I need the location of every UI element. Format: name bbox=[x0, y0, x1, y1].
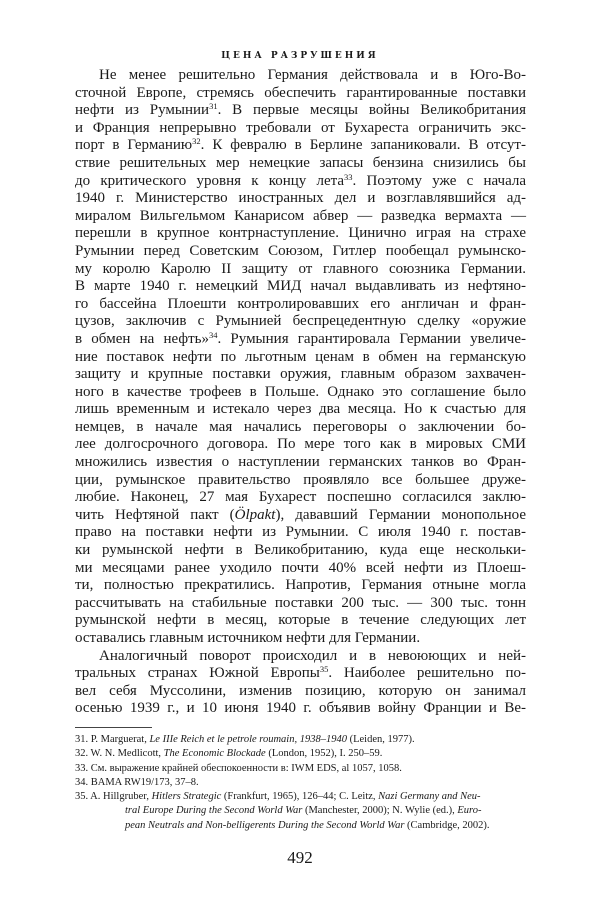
text-run: (Frankfurt, 1965), 126–44; C. Leitz, bbox=[221, 791, 379, 803]
footnote bbox=[75, 776, 530, 790]
text-line bbox=[75, 190, 526, 208]
text-line bbox=[75, 366, 526, 384]
text-run: лишь временным и истекало через два месяца. Но к счастью для bbox=[75, 401, 526, 418]
text-line bbox=[75, 313, 526, 331]
text-run: ции, румынское правительство проявляло все большее друже- bbox=[75, 471, 526, 488]
text-line bbox=[75, 577, 526, 595]
text-run: до критического уровня к концу лета bbox=[75, 172, 345, 189]
text-line bbox=[75, 85, 526, 103]
text-line bbox=[75, 489, 526, 507]
text-line bbox=[75, 683, 526, 701]
text-run: и Франция непрерывно требовали от Бухареста ограничить экс- bbox=[75, 119, 526, 136]
text-line bbox=[75, 278, 526, 296]
text-line bbox=[75, 436, 526, 454]
text-run: . К февралю в Берлине запаниковали. В отсут- bbox=[200, 137, 526, 154]
text-run: ти, полностью прекратились. Напротив, Германия отныне могла bbox=[75, 577, 526, 594]
text-line bbox=[75, 120, 526, 138]
text-run: 35. A. Hillgruber, bbox=[75, 791, 152, 803]
text-line bbox=[75, 225, 526, 243]
text-run: ние поставок нефти по льготным ценам в обмен на германскую bbox=[75, 348, 526, 365]
italic-text: pean Neutrals and Non-belligerents During the Second World War bbox=[125, 819, 405, 831]
text-run: ного в качестве трофеев в Польше. Однако это соглашение было bbox=[75, 383, 526, 400]
footnote-divider bbox=[75, 727, 152, 728]
text-run: чить Нефтяной пакт ( bbox=[75, 506, 235, 523]
text-line bbox=[75, 507, 526, 525]
running-head: ЦЕНА РАЗРУШЕНИЯ bbox=[221, 51, 379, 61]
text-run: осенью 1939 г., и 10 июня 1940 г. объявив войну Франции и Ве- bbox=[75, 700, 526, 717]
footnote-ref: 33 bbox=[344, 171, 353, 182]
text-run: право на поставки нефти из Румынии. С июля 1940 г. постав- bbox=[75, 524, 526, 541]
text-line bbox=[75, 560, 526, 578]
text-run: (Cambridge, 2002). bbox=[404, 819, 490, 831]
text-run: немцев, в начале мая начались переговоры о заключении бо- bbox=[75, 418, 526, 435]
text-run: множились известия о наступлении германских танков во Фран- bbox=[75, 454, 526, 471]
text-run: порт в Германию bbox=[75, 137, 193, 154]
text-line bbox=[75, 419, 526, 437]
text-run: . Поэтому уже с начала bbox=[352, 172, 526, 189]
text-line bbox=[75, 384, 526, 402]
text-line bbox=[75, 524, 526, 542]
text-run: тральных странах Южной Европы bbox=[75, 665, 320, 682]
footnote bbox=[75, 819, 530, 833]
text-line bbox=[75, 102, 526, 120]
text-line bbox=[75, 173, 526, 191]
text-line bbox=[75, 401, 526, 419]
text-run: в обмен на нефть» bbox=[75, 330, 209, 347]
text-line bbox=[75, 67, 526, 85]
page-number: 492 bbox=[287, 848, 313, 867]
text-line bbox=[75, 155, 526, 173]
text-line bbox=[75, 542, 526, 560]
text-run: . В первые месяцы войны Великобритания bbox=[217, 102, 526, 119]
text-run: миралом Вильгельмом Канарисом абвер — разведка вермахта — bbox=[75, 207, 526, 224]
text-run: В марте 1940 г. немецкий МИД начал выдавливать из нефтяно- bbox=[75, 278, 526, 295]
text-run: рассчитывать на стабильные поставки 200 тыс. — 300 тыс. тонн bbox=[75, 594, 526, 611]
text-run: 33. См. выражение крайней обеспокоенности в: IWM EDS, al 1057, 1058. bbox=[75, 762, 402, 774]
text-run: ствие решительных мер немецкие запасы бензина снизились бы bbox=[75, 154, 526, 171]
text-run: (London, 1952), I. 250–59. bbox=[265, 748, 383, 760]
text-run: Не менее решительно Германия действовала и в Юго-Во- bbox=[99, 67, 526, 83]
text-line bbox=[75, 630, 526, 648]
text-run: (Manchester, 2000); N. Wylie (ed.), bbox=[302, 805, 458, 817]
italic-text: Nazi Germany and Neu- bbox=[378, 791, 481, 803]
italic-text: Le IIIe Reich et le petrole roumain, 1938–1940 bbox=[149, 734, 347, 745]
text-line bbox=[75, 296, 526, 314]
footnote-ref: 31 bbox=[209, 101, 218, 112]
text-run: ки румынской нефти в Великобританию, куда еще нескольки- bbox=[75, 542, 526, 559]
text-run: Румынии перед Советским Союзом, Гитлер пообещал румынско- bbox=[75, 242, 526, 259]
text-line bbox=[75, 349, 526, 367]
text-run: нефти из Румынии bbox=[75, 102, 210, 119]
text-run: . Румыния гарантировала Германии увеличе- bbox=[217, 330, 526, 347]
text-line bbox=[75, 137, 526, 155]
text-run: (Leiden, 1977). bbox=[346, 734, 415, 745]
footnote bbox=[75, 790, 530, 804]
text-run: ), дававший Германии монопольное bbox=[275, 506, 526, 523]
text-run: 34. BAMA RW19/173, 37–8. bbox=[75, 776, 199, 788]
italic-text: tral Europe During the Second World War bbox=[125, 805, 303, 817]
text-run: му королю Каролю II защиту от главного союзника Германии. bbox=[75, 260, 526, 277]
italic-text: Ölpakt bbox=[234, 506, 276, 523]
body-text bbox=[75, 67, 526, 718]
text-run: . Наиболее решительно по- bbox=[328, 665, 526, 682]
footnote bbox=[75, 762, 530, 776]
text-run: любие. Наконец, 27 мая Бухарест поспешно согласился заклю- bbox=[75, 489, 526, 506]
text-run: румынской нефти в месяц, которые в течение следующих лет bbox=[75, 612, 526, 629]
text-run: сточной Европе, стремясь обеспечить гарантированные поставки bbox=[75, 84, 526, 101]
italic-text: The Economic Blockade bbox=[163, 748, 266, 760]
text-run: 31. P. Marguerat, bbox=[75, 734, 150, 745]
text-line bbox=[75, 472, 526, 490]
text-run: оставались главным источником нефти для Германии. bbox=[75, 630, 421, 646]
footnote-ref: 34 bbox=[208, 329, 218, 340]
text-run: го бассейна Плоешти контролировавших его англичан и фран- bbox=[75, 295, 526, 312]
text-line bbox=[75, 454, 526, 472]
text-run: Аналогичный поворот происходил и в невоюющих и ней- bbox=[99, 647, 526, 664]
italic-text: Hitlers Strategic bbox=[151, 791, 222, 803]
italic-text: Euro- bbox=[457, 805, 482, 817]
text-run: перешли в крупное контрнаступление. Цинично играя на страхе bbox=[75, 225, 526, 242]
text-line bbox=[75, 243, 526, 261]
footnotes bbox=[75, 733, 530, 833]
text-line bbox=[75, 331, 526, 349]
text-line bbox=[75, 208, 526, 226]
footnote bbox=[75, 747, 530, 761]
text-run: цузов, заключив с Румынией беспрецедентную сделку «оружие bbox=[75, 313, 526, 330]
text-line bbox=[75, 612, 526, 630]
footnote-ref: 32 bbox=[192, 136, 201, 147]
text-run: лее долгосрочного договора. По мере того как в мировых СМИ bbox=[75, 436, 526, 453]
text-line bbox=[75, 665, 526, 683]
text-line bbox=[75, 595, 526, 613]
footnote bbox=[75, 733, 530, 747]
text-run: ми месяцами ранее уходило почти 40% всей нефти из Плоеш- bbox=[75, 559, 526, 576]
text-line bbox=[75, 261, 526, 279]
text-run: защиту и крупные поставки оружия, главным образом захвачен- bbox=[75, 366, 526, 383]
footnote bbox=[75, 804, 530, 818]
footnote-ref: 35 bbox=[319, 664, 329, 675]
text-run: 1940 г. Министерство иностранных дел и возглавлявшийся ад- bbox=[75, 190, 526, 207]
text-run: вел себя Муссолини, изменив позицию, которую он занимал bbox=[75, 682, 526, 699]
text-run: 32. W. N. Medlicott, bbox=[75, 748, 164, 760]
text-line bbox=[75, 700, 526, 718]
text-line bbox=[75, 648, 526, 666]
